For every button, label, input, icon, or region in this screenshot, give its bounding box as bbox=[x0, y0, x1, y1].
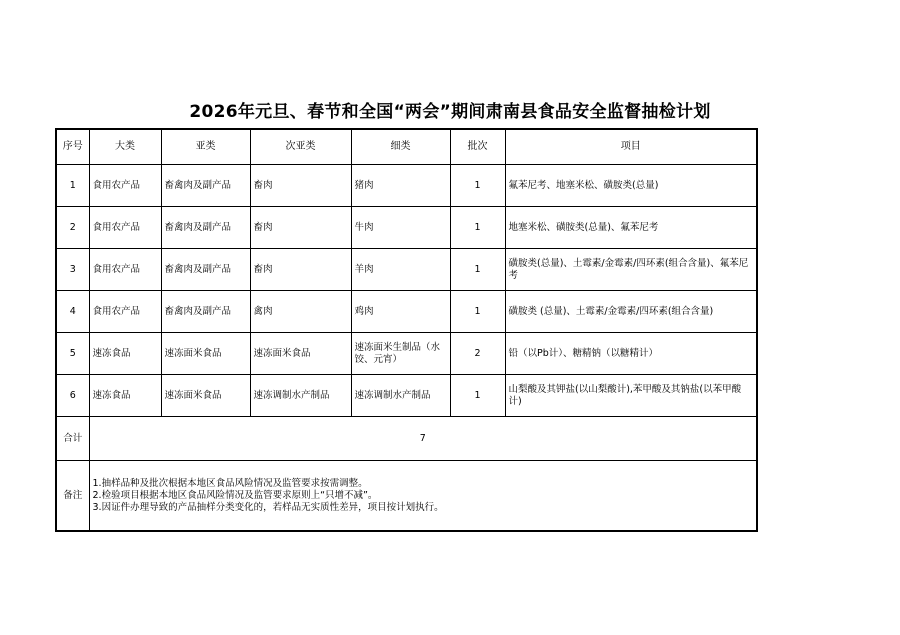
table-row bbox=[56, 333, 757, 375]
header-subcategory: 亚类 bbox=[161, 129, 250, 165]
document-title: 2026年元旦、春节和全国“两会”期间肃南县食品安全监督抽检计划 bbox=[189, 102, 711, 122]
cell-detail-category: 牛肉 bbox=[351, 207, 450, 249]
total-row bbox=[56, 417, 757, 461]
cell-sub-subcategory: 畜肉 bbox=[250, 249, 351, 291]
cell-detail-category: 速冻面米生制品（水饺、元宵） bbox=[351, 333, 450, 375]
cell-subcategory: 畜禽肉及副产品 bbox=[161, 207, 250, 249]
cell-subcategory: 速冻面米食品 bbox=[161, 375, 250, 417]
cell-subcategory: 畜禽肉及副产品 bbox=[161, 291, 250, 333]
cell-detail-category: 羊肉 bbox=[351, 249, 450, 291]
inspection-plan-table bbox=[55, 128, 758, 532]
table-header-row bbox=[56, 129, 757, 165]
header-index: 序号 bbox=[56, 129, 89, 165]
cell-index: 3 bbox=[56, 249, 89, 291]
cell-sub-subcategory: 速冻调制水产制品 bbox=[250, 375, 351, 417]
cell-category: 食用农产品 bbox=[89, 291, 161, 333]
cell-category: 食用农产品 bbox=[89, 165, 161, 207]
cell-sub-subcategory: 畜肉 bbox=[250, 165, 351, 207]
header-detail-category: 细类 bbox=[351, 129, 450, 165]
cell-items: 铅（以Pb计）、糖精钠（以糖精计） bbox=[505, 333, 757, 375]
cell-items: 磺胺类(总量)、土霉素/金霉素/四环素(组合含量)、氟苯尼考 bbox=[505, 249, 757, 291]
cell-batches: 2 bbox=[450, 333, 505, 375]
header-items: 项目 bbox=[505, 129, 757, 165]
cell-category: 速冻食品 bbox=[89, 375, 161, 417]
cell-category: 食用农产品 bbox=[89, 207, 161, 249]
cell-sub-subcategory: 速冻面米食品 bbox=[250, 333, 351, 375]
cell-sub-subcategory: 禽肉 bbox=[250, 291, 351, 333]
cell-batches: 1 bbox=[450, 249, 505, 291]
cell-index: 6 bbox=[56, 375, 89, 417]
table-row bbox=[56, 291, 757, 333]
cell-batches: 1 bbox=[450, 375, 505, 417]
header-category: 大类 bbox=[89, 129, 161, 165]
cell-category: 食用农产品 bbox=[89, 249, 161, 291]
cell-items: 地塞米松、磺胺类(总量)、氟苯尼考 bbox=[505, 207, 757, 249]
notes-label: 备注 bbox=[56, 461, 89, 532]
cell-index: 4 bbox=[56, 291, 89, 333]
notes-row bbox=[56, 461, 757, 532]
cell-detail-category: 鸡肉 bbox=[351, 291, 450, 333]
cell-detail-category: 速冻调制水产制品 bbox=[351, 375, 450, 417]
header-batches: 批次 bbox=[450, 129, 505, 165]
cell-subcategory: 畜禽肉及副产品 bbox=[161, 249, 250, 291]
cell-items: 氟苯尼考、地塞米松、磺胺类(总量) bbox=[505, 165, 757, 207]
note-item: 3.因证件办理导致的产品抽样分类变化的，若样品无实质性差异，项目按计划执行。 bbox=[92, 501, 444, 513]
cell-batches: 1 bbox=[450, 207, 505, 249]
table-row bbox=[56, 207, 757, 249]
cell-index: 2 bbox=[56, 207, 89, 249]
table-row bbox=[56, 375, 757, 417]
header-sub-subcategory: 次亚类 bbox=[250, 129, 351, 165]
cell-index: 1 bbox=[56, 165, 89, 207]
total-label: 合计 bbox=[56, 417, 89, 461]
cell-index: 5 bbox=[56, 333, 89, 375]
table-row bbox=[56, 249, 757, 291]
cell-items: 磺胺类 (总量)、土霉素/金霉素/四环素(组合含量) bbox=[505, 291, 757, 333]
cell-detail-category: 猪肉 bbox=[351, 165, 450, 207]
notes-content bbox=[89, 461, 757, 532]
cell-batches: 1 bbox=[450, 165, 505, 207]
note-item: 2.检验项目根据本地区食品风险情况及监管要求原则上“只增不减”。 bbox=[92, 489, 378, 501]
table-row bbox=[56, 165, 757, 207]
cell-sub-subcategory: 畜肉 bbox=[250, 207, 351, 249]
note-item: 1.抽样品种及批次根据本地区食品风险情况及监管要求按需调整。 bbox=[92, 477, 368, 489]
cell-batches: 1 bbox=[450, 291, 505, 333]
cell-items: 山梨酸及其钾盐(以山梨酸计),苯甲酸及其钠盐(以苯甲酸计) bbox=[505, 375, 757, 417]
cell-subcategory: 速冻面米食品 bbox=[161, 333, 250, 375]
total-value: 7 bbox=[89, 417, 757, 461]
cell-category: 速冻食品 bbox=[89, 333, 161, 375]
cell-subcategory: 畜禽肉及副产品 bbox=[161, 165, 250, 207]
